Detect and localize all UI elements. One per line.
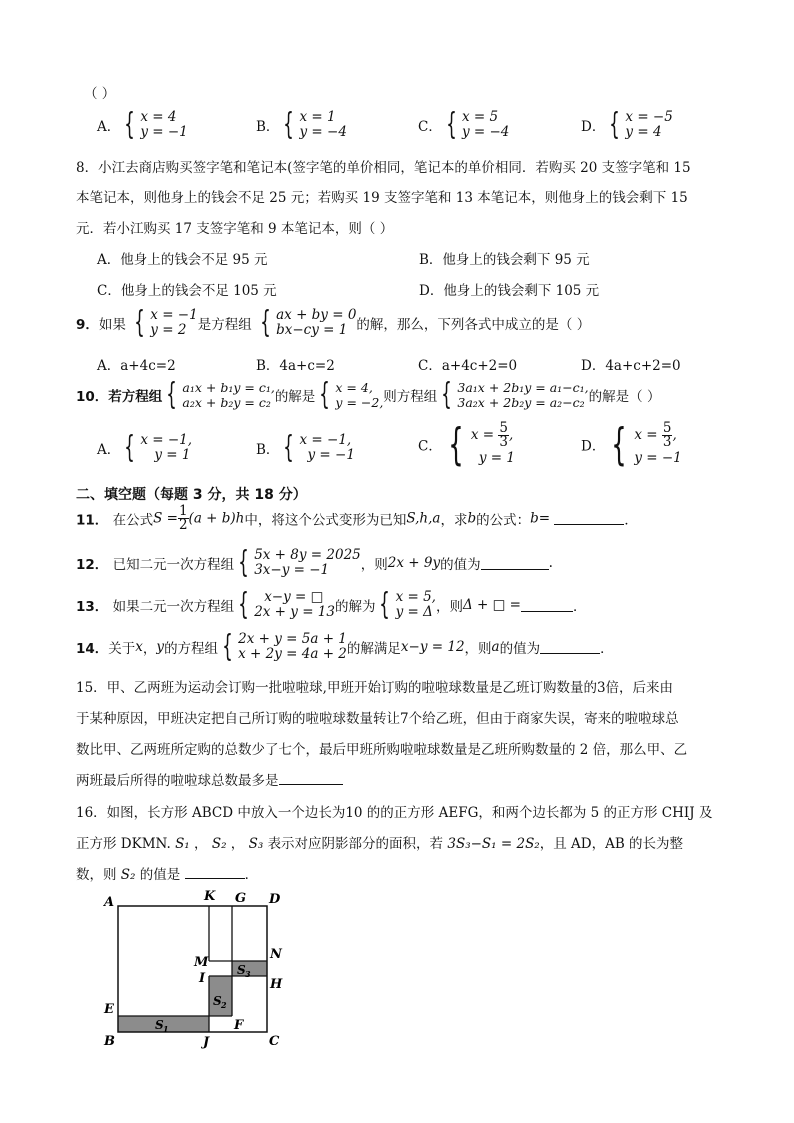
q11-stem: 11． 在公式S = $\frac{1}{2}$ (a + b)h中，将这个公式变形为已知S,h,a，求b的公式：b= ． [76, 503, 638, 533]
q15-line1: 15．甲、乙两班为运动会订购一批啦啦球,甲班开始订购的啦啦球数量是乙班订购数量的3倍，后来由 [76, 680, 674, 696]
q16-line2: 正方形 DKMN. S₁ ， S₂ ， S₃ 表示对应阴影部分的面积，若 3S₃−S₁ = 2S₂，且 AD，AB 的长为整 [76, 836, 684, 852]
label-s1: S [155, 1018, 164, 1032]
q15-line2: 于某种原因，甲班决定把自己所订购的啦啦球数量转让7个给乙班，但由于商家失误，寄来的啦啦球总 [76, 711, 679, 727]
q16-line3: 数，则 S₂ 的值是 ． [76, 867, 259, 883]
label-n: N [270, 947, 282, 962]
label-k: K [204, 889, 216, 904]
label-b: B [104, 1034, 115, 1049]
q8-line2: 本笔记本，则他身上的钱会不足 25 元；若购买 19 支签字笔和 13 本笔记本，则他身上的钱会剩下 15 [76, 190, 688, 206]
rectangle-figure [98, 886, 298, 1052]
q14-stem: 14．关于x，y的方程组 { 2x + y = 5a + 1 x + 2y = 4a + 2 的解满足x−y = 12，则a的值为 ． [76, 629, 614, 664]
q9-stem: 9．如果 { x = −1 y = 2 是方程组 { ax + by = 0 bx−cy = 1 的解，那么，下列各式中成立的是（ ） [76, 305, 591, 340]
q10-option-d: D． { x = $\frac{5}{3}$ , y = −1 [581, 418, 682, 470]
q9-option-c: C．a+4c+2=0 [418, 358, 518, 374]
q9-option-a: A．a+4c=2 [97, 358, 176, 374]
label-f: F [234, 1018, 244, 1033]
q7-answer-paren: （ ） [84, 86, 116, 102]
q7-option-d: D． { x = −5 y = 4 [581, 107, 673, 142]
label-s2-sub: 2 [221, 1000, 227, 1010]
label-c: C [269, 1034, 280, 1049]
q10-option-b: B． { x = −1, y = −1 [256, 430, 355, 465]
q8-line3: 元．若小江购买 17 支签字笔和 9 本笔记本，则（ ） [76, 221, 394, 237]
label-s1-sub: 1 [163, 1024, 169, 1034]
label-m: M [194, 955, 209, 970]
q13-stem: 13． 如果二元一次方程组 { x−y = □ 2x + y = 13 的解为 { x = 5, y = Δ ，则Δ + □ = ． [76, 587, 587, 622]
q10-stem: 10．若方程组 { a₁x + b₁y = c₁, a₂x + b₂y = c₂ 的解是 { x = 4, y = −2, 则方程组 { 3a₁x + 2b₁y = a₁−c₁, 3a₂x + 2b₂y = a₂−c₂ 的解是（ ） [76, 377, 661, 412]
label-e: E [104, 1002, 114, 1017]
q15-line3: 数比甲、乙两班所定购的总数少了七个，最后甲班所购啦啦球数量是乙班所购数量的 2 倍，那么甲、乙 [76, 742, 688, 758]
q8-option-d: D．他身上的钱会剩下 105 元 [419, 283, 600, 299]
q9-option-d: D．4a+c+2=0 [581, 358, 681, 374]
q7-option-c: C． { x = 5 y = −4 [418, 107, 510, 142]
q8-line1: 8．小江去商店购买签字笔和笔记本(签字笔的单价相同，笔记本的单价相同．若购买 20 支签字笔和 15 [76, 160, 691, 176]
q8-option-a: A．他身上的钱会不足 95 元 [97, 252, 268, 268]
section-heading: 二、填空题（每题 3 分，共 18 分） [76, 487, 307, 503]
label-i: I [199, 971, 206, 986]
q10-option-a: A． { x = −1, y = 1 [97, 430, 193, 465]
label-g: G [235, 891, 247, 906]
q12-stem: 12． 已知二元一次方程组 { 5x + 8y = 2025 3x−y = −1 ，则2x + 9y的值为 . [76, 545, 553, 580]
q7-option-b: B． { x = 1 y = −4 [256, 107, 347, 142]
label-s2: S [213, 994, 222, 1008]
label-j: J [203, 1035, 210, 1050]
q7-option-a: A． { x = 4 y = −1 [97, 107, 188, 142]
label-s3-sub: 3 [245, 969, 251, 979]
q16-line1: 16．如图，长方形 ABCD 中放入一个边长为10 的的正方形 AEFG，和两个边长都为 5 的正方形 CHIJ 及 [76, 805, 713, 821]
q9-option-b: B．4a+c=2 [256, 358, 335, 374]
q8-option-c: C．他身上的钱会不足 105 元 [97, 283, 277, 299]
q15-line4: 两班最后所得的啦啦球总数最多是 [76, 769, 343, 789]
label-h: H [270, 977, 283, 992]
q10-option-c: C． { x = $\frac{5}{3}$ , y = 1 [418, 418, 515, 470]
label-s3: S [237, 963, 246, 977]
q8-option-b: B．他身上的钱会剩下 95 元 [419, 252, 590, 268]
label-d: D [269, 892, 281, 907]
label-a: A [104, 895, 115, 910]
